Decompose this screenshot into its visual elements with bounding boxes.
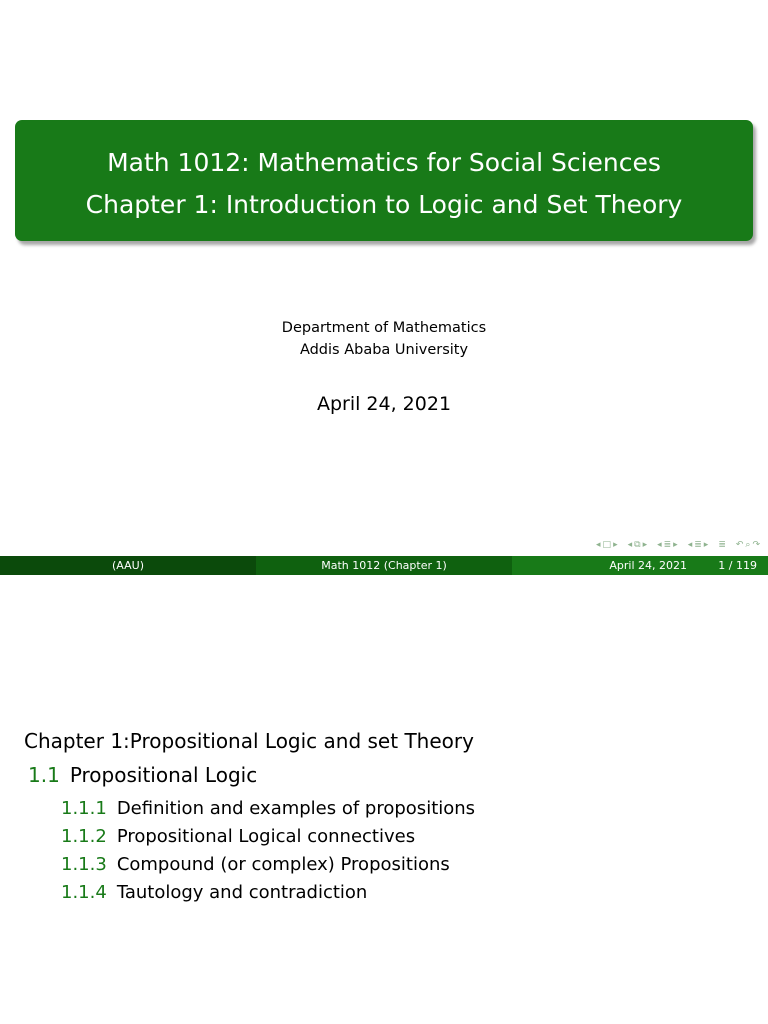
title-line-2: Chapter 1: Introduction to Logic and Set Theory	[85, 190, 683, 219]
footer-title: Math 1012 (Chapter 1)	[256, 556, 512, 575]
frame-prev-icon[interactable]: ◂	[596, 540, 601, 550]
presentation-date: April 24, 2021	[316, 393, 452, 415]
toc-subsection-number: 1.1.4	[61, 882, 107, 903]
institute-block	[0, 317, 768, 361]
frame-next-icon[interactable]: ▸	[613, 540, 618, 550]
toc-subsection[interactable]	[61, 796, 475, 822]
toc-subsection-number: 1.1.3	[61, 854, 107, 875]
toc-subsection[interactable]	[61, 852, 450, 878]
section-icon[interactable]: ≣	[663, 540, 672, 550]
toc-subsection-number: 1.1.1	[61, 798, 107, 819]
university-text: Addis Ababa University	[299, 342, 469, 358]
toc-chapter-title: Chapter 1:Propositional Logic and set Theory	[24, 729, 474, 753]
back-icon[interactable]: ↶	[735, 540, 744, 550]
footer-author: (AAU)	[0, 556, 256, 575]
footer-date: April 24, 2021	[609, 559, 687, 572]
toc-subsection-label: Tautology and contradiction	[116, 882, 368, 903]
toc-section-number: 1.1	[28, 763, 60, 787]
frame-icon[interactable]: □	[602, 540, 612, 550]
subsection-icon[interactable]: ⧉	[634, 540, 641, 550]
toc-section[interactable]	[28, 761, 257, 789]
department-text: Department of Mathematics	[281, 320, 487, 336]
subsection-prev-icon[interactable]: ◂	[627, 540, 633, 550]
section-next-icon[interactable]: ▸	[673, 540, 678, 550]
toc-subsection-label: Propositional Logical connectives	[116, 826, 416, 847]
toc-subsection-label: Compound (or complex) Propositions	[116, 854, 450, 875]
toc-section-label: Propositional Logic	[69, 763, 258, 787]
footer-right	[512, 556, 768, 575]
beamer-navigation	[596, 538, 760, 552]
section-prev-icon[interactable]: ◂	[657, 540, 662, 550]
title-line-1: Math 1012: Mathematics for Social Sciences	[107, 148, 661, 177]
section-icon[interactable]: ≣	[694, 540, 702, 550]
toc-subsection[interactable]	[61, 880, 367, 906]
section-prev-icon[interactable]: ◂	[687, 540, 693, 550]
subsection-next-icon[interactable]: ▸	[642, 540, 648, 550]
toc-subsection-label: Definition and examples of propositions	[116, 798, 476, 819]
title-box	[15, 120, 753, 241]
align-icon[interactable]: ≣	[718, 540, 726, 550]
toc-subsection-number: 1.1.2	[61, 826, 107, 847]
forward-icon[interactable]: ↷	[752, 540, 760, 550]
search-icon[interactable]: ⌕	[745, 540, 751, 550]
footer-page-number: 1 / 119	[718, 559, 757, 572]
slide-footer	[0, 556, 768, 575]
section-next-icon[interactable]: ▸	[703, 540, 709, 550]
toc-subsection[interactable]	[61, 824, 415, 850]
